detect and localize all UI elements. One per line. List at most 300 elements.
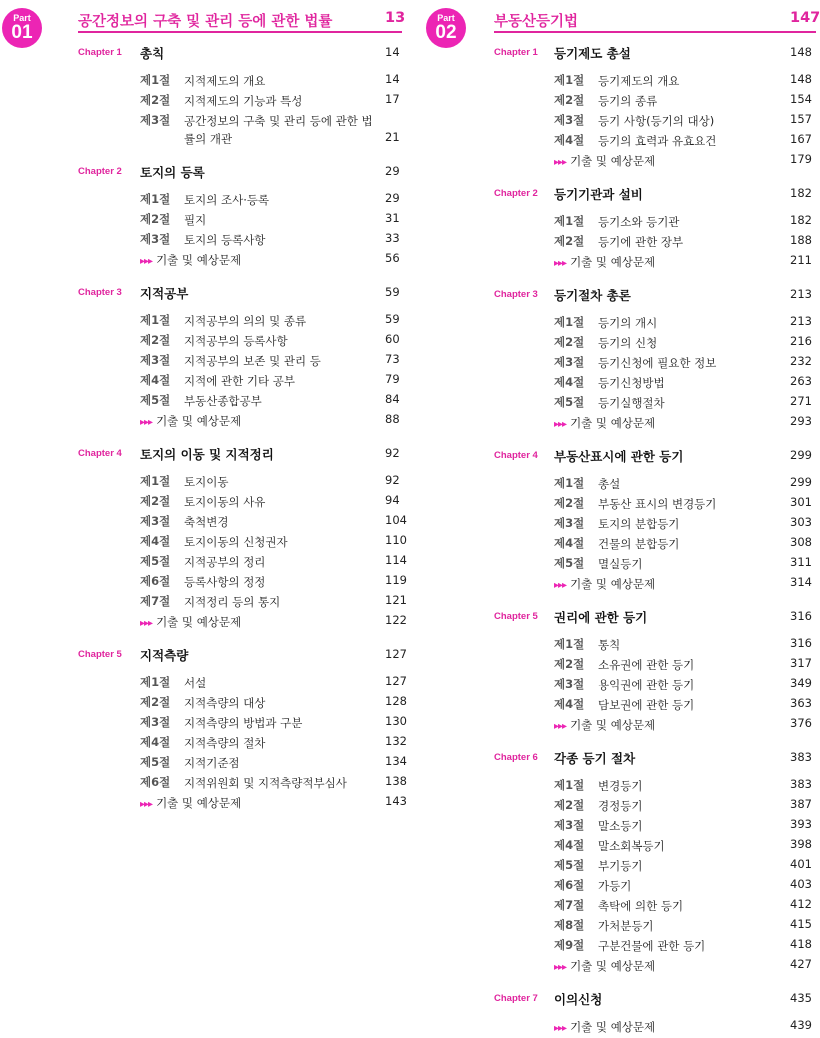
section-page-number: 84 bbox=[385, 392, 400, 406]
section-entry[interactable] bbox=[0, 773, 405, 793]
chapter-label: Chapter 5 bbox=[78, 649, 122, 660]
section-page-number: 104 bbox=[385, 513, 407, 527]
section-entry[interactable] bbox=[0, 210, 405, 230]
section-entry[interactable] bbox=[0, 512, 405, 532]
section-entry[interactable] bbox=[0, 592, 405, 612]
section-entry[interactable] bbox=[418, 936, 820, 956]
section-number: 제4절 bbox=[554, 375, 585, 389]
section-page-number: 383 bbox=[790, 777, 812, 791]
section-page-number: 154 bbox=[790, 92, 812, 106]
exercise-title bbox=[140, 412, 241, 432]
chapter-heading[interactable] bbox=[418, 44, 820, 71]
section-page-number: 88 bbox=[385, 412, 400, 426]
chapter-label: Chapter 6 bbox=[494, 752, 538, 763]
section-number: 제5절 bbox=[140, 755, 171, 769]
exercise-title bbox=[554, 152, 655, 172]
section-title: 용익권에 관한 등기 bbox=[598, 678, 695, 692]
section-entry[interactable] bbox=[418, 695, 820, 715]
section-entry[interactable] bbox=[418, 816, 820, 836]
section-number: 제1절 bbox=[554, 476, 585, 490]
section-number: 제1절 bbox=[140, 73, 171, 87]
triple-arrow-icon: ▸▸▸ bbox=[140, 618, 153, 629]
chapter-page-number: 29 bbox=[385, 164, 400, 178]
triple-arrow-icon: ▸▸▸ bbox=[554, 721, 567, 732]
section-page-number: 188 bbox=[790, 233, 812, 247]
part-header bbox=[0, 0, 405, 44]
chapter-page-number: 148 bbox=[790, 45, 812, 59]
section-number: 제1절 bbox=[140, 474, 171, 488]
exercise-title bbox=[554, 414, 655, 434]
part-badge-number: 02 bbox=[435, 22, 457, 43]
section-page-number: 121 bbox=[385, 593, 407, 607]
part-badge bbox=[2, 8, 42, 48]
section-title: 통칙 bbox=[598, 638, 621, 652]
section-title: 등기소와 등기관 bbox=[598, 215, 680, 229]
section-entry[interactable] bbox=[0, 311, 405, 331]
section-title: 등기제도의 개요 bbox=[598, 74, 680, 88]
section-page-number: 216 bbox=[790, 334, 812, 348]
section-entry[interactable] bbox=[0, 492, 405, 512]
section-title: 가등기 bbox=[598, 879, 632, 893]
chapter-page-number: 213 bbox=[790, 287, 812, 301]
section-page-number: 73 bbox=[385, 352, 400, 366]
section-page-number: 127 bbox=[385, 674, 407, 688]
section-number: 제2절 bbox=[554, 335, 585, 349]
section-title: 건물의 분합등기 bbox=[598, 537, 680, 551]
section-entry[interactable] bbox=[418, 635, 820, 655]
chapter-page-number: 383 bbox=[790, 750, 812, 764]
section-title: 지적에 관한 기타 공부 bbox=[184, 374, 295, 388]
section-title: 가처분등기 bbox=[598, 919, 654, 933]
section-entry[interactable] bbox=[0, 552, 405, 572]
section-number: 제2절 bbox=[554, 234, 585, 248]
section-page-number: 128 bbox=[385, 694, 407, 708]
chapter-title: 지적측량 bbox=[140, 648, 189, 663]
chapter-page-number: 182 bbox=[790, 186, 812, 200]
section-page-number: 119 bbox=[385, 573, 407, 587]
section-entry[interactable] bbox=[0, 391, 405, 411]
section-title: 토지이동의 신청권자 bbox=[184, 535, 288, 549]
section-number: 제2절 bbox=[140, 212, 171, 226]
section-number: 제6절 bbox=[140, 574, 171, 588]
part-divider bbox=[78, 31, 402, 33]
section-number: 제3절 bbox=[554, 818, 585, 832]
exercise-entry[interactable] bbox=[418, 413, 820, 433]
section-page-number: 79 bbox=[385, 372, 400, 386]
chapter-page-number: 59 bbox=[385, 285, 400, 299]
section-number: 제3절 bbox=[140, 232, 171, 246]
section-number: 제1절 bbox=[554, 778, 585, 792]
section-number: 제6절 bbox=[140, 775, 171, 789]
chapter-heading[interactable] bbox=[418, 608, 820, 635]
chapter-title: 각종 등기 절차 bbox=[554, 751, 636, 766]
section-page-number: 94 bbox=[385, 493, 400, 507]
section-entry[interactable] bbox=[0, 673, 405, 693]
chapter-heading[interactable] bbox=[0, 445, 405, 472]
section-number: 제2절 bbox=[140, 93, 171, 107]
triple-arrow-icon: ▸▸▸ bbox=[554, 258, 567, 269]
section-page-number: 167 bbox=[790, 132, 812, 146]
exercise-entry[interactable] bbox=[418, 252, 820, 272]
section-entry[interactable] bbox=[0, 91, 405, 111]
section-page-number: 271 bbox=[790, 394, 812, 408]
section-page-number: 303 bbox=[790, 515, 812, 529]
section-number: 제5절 bbox=[554, 395, 585, 409]
exercise-entry[interactable] bbox=[0, 250, 405, 270]
exercise-label: 기출 및 예상문제 bbox=[156, 615, 242, 629]
section-entry[interactable] bbox=[0, 693, 405, 713]
section-entry[interactable] bbox=[418, 313, 820, 333]
section-entry[interactable] bbox=[418, 373, 820, 393]
chapter-page-number: 316 bbox=[790, 609, 812, 623]
exercise-title bbox=[554, 716, 655, 736]
section-page-number: 387 bbox=[790, 797, 812, 811]
section-page-number: 92 bbox=[385, 473, 400, 487]
section-entry[interactable] bbox=[418, 71, 820, 91]
chapter-label: Chapter 7 bbox=[494, 993, 538, 1004]
chapter-label: Chapter 4 bbox=[494, 450, 538, 461]
section-page-number: 114 bbox=[385, 553, 407, 567]
section-entry[interactable] bbox=[418, 232, 820, 252]
section-title: 토지이동 bbox=[184, 475, 229, 489]
chapter-heading[interactable] bbox=[418, 447, 820, 474]
section-page-number: 31 bbox=[385, 211, 400, 225]
section-entry[interactable] bbox=[0, 532, 405, 552]
section-page-number: 179 bbox=[790, 152, 812, 166]
chapter-heading[interactable] bbox=[418, 185, 820, 212]
section-page-number: 393 bbox=[790, 817, 812, 831]
section-entry[interactable] bbox=[0, 572, 405, 592]
exercise-entry[interactable] bbox=[418, 715, 820, 735]
section-page-number: 317 bbox=[790, 656, 812, 670]
chapter-heading[interactable] bbox=[0, 44, 405, 71]
section-title: 공간정보의 구축 및 관리 등에 관한 법률의 개관 bbox=[184, 114, 373, 146]
exercise-label: 기출 및 예상문제 bbox=[156, 414, 242, 428]
section-title: 지적위원회 및 지적측량적부심사 bbox=[184, 776, 347, 790]
part-header bbox=[418, 0, 820, 44]
section-entry[interactable] bbox=[418, 876, 820, 896]
section-number: 제4절 bbox=[554, 536, 585, 550]
chapter-heading[interactable] bbox=[0, 163, 405, 190]
section-title: 서설 bbox=[184, 676, 207, 690]
triple-arrow-icon: ▸▸▸ bbox=[554, 580, 567, 591]
chapter-heading[interactable] bbox=[418, 286, 820, 313]
section-number: 제1절 bbox=[554, 73, 585, 87]
section-title: 등기에 관한 장부 bbox=[598, 235, 684, 249]
section-title: 등기실행절차 bbox=[598, 396, 665, 410]
exercise-entry[interactable] bbox=[418, 1017, 820, 1037]
section-entry[interactable] bbox=[0, 351, 405, 371]
section-number: 제3절 bbox=[140, 715, 171, 729]
section-entry[interactable] bbox=[418, 916, 820, 936]
part-1-column bbox=[0, 0, 405, 813]
section-number: 제2절 bbox=[140, 333, 171, 347]
chapter-label: Chapter 1 bbox=[494, 47, 538, 58]
section-page-number: 56 bbox=[385, 251, 400, 265]
chapter-title: 부동산표시에 관한 등기 bbox=[554, 449, 684, 464]
part-title[interactable]: 공간정보의 구축 및 관리 등에 관한 법률 bbox=[78, 14, 333, 30]
exercise-label: 기출 및 예상문제 bbox=[570, 1020, 656, 1034]
section-page-number: 122 bbox=[385, 613, 407, 627]
part-title[interactable]: 부동산등기법 bbox=[494, 14, 579, 30]
section-title: 토지의 등록사항 bbox=[184, 233, 266, 247]
section-page-number: 110 bbox=[385, 533, 407, 547]
chapter-heading[interactable] bbox=[418, 990, 820, 1017]
section-number: 제7절 bbox=[554, 898, 585, 912]
section-title: 토지의 조사·등록 bbox=[184, 193, 270, 207]
section-number: 제2절 bbox=[554, 496, 585, 510]
section-entry[interactable] bbox=[418, 655, 820, 675]
section-title: 변경등기 bbox=[598, 779, 643, 793]
section-title: 총설 bbox=[598, 477, 621, 491]
exercise-title bbox=[554, 957, 655, 977]
exercise-entry[interactable] bbox=[418, 151, 820, 171]
section-page-number: 427 bbox=[790, 957, 812, 971]
section-number: 제4절 bbox=[140, 534, 171, 548]
chapter-label: Chapter 3 bbox=[494, 289, 538, 300]
section-number: 제3절 bbox=[554, 516, 585, 530]
section-title: 등기의 효력과 유효요건 bbox=[598, 134, 717, 148]
section-entry[interactable] bbox=[418, 554, 820, 574]
part-page-number: 13 bbox=[385, 10, 406, 26]
section-page-number: 316 bbox=[790, 636, 812, 650]
section-title: 부동산 표시의 변경등기 bbox=[598, 497, 717, 511]
section-page-number: 403 bbox=[790, 877, 812, 891]
exercise-title bbox=[554, 253, 655, 273]
section-page-number: 299 bbox=[790, 475, 812, 489]
section-page-number: 363 bbox=[790, 696, 812, 710]
chapter-label: Chapter 1 bbox=[78, 47, 122, 58]
section-page-number: 398 bbox=[790, 837, 812, 851]
section-page-number: 401 bbox=[790, 857, 812, 871]
chapter-title: 이의신청 bbox=[554, 992, 603, 1007]
section-entry[interactable] bbox=[0, 733, 405, 753]
triple-arrow-icon: ▸▸▸ bbox=[554, 1023, 567, 1034]
chapter-heading[interactable] bbox=[0, 284, 405, 311]
part-badge-label: Part bbox=[437, 13, 455, 23]
section-page-number: 293 bbox=[790, 414, 812, 428]
part-page-number: 147 bbox=[790, 10, 820, 26]
section-title: 부동산종합공부 bbox=[184, 394, 262, 408]
section-title: 말소회복등기 bbox=[598, 839, 665, 853]
section-number: 제1절 bbox=[140, 675, 171, 689]
section-entry[interactable] bbox=[418, 796, 820, 816]
section-title: 등기의 신청 bbox=[598, 336, 658, 350]
section-entry[interactable] bbox=[0, 371, 405, 391]
section-page-number: 59 bbox=[385, 312, 400, 326]
section-number: 제7절 bbox=[140, 594, 171, 608]
section-title: 등기신청에 필요한 정보 bbox=[598, 356, 717, 370]
section-entry[interactable] bbox=[418, 131, 820, 151]
section-number: 제3절 bbox=[140, 113, 171, 127]
section-title: 촉탁에 의한 등기 bbox=[598, 899, 684, 913]
chapter-title: 총칙 bbox=[140, 46, 165, 61]
section-number: 제9절 bbox=[554, 938, 585, 952]
chapter-page-number: 299 bbox=[790, 448, 812, 462]
section-title: 지적측량의 방법과 구분 bbox=[184, 716, 303, 730]
section-title: 지적공부의 보존 및 관리 등 bbox=[184, 354, 321, 368]
exercise-label: 기출 및 예상문제 bbox=[570, 718, 656, 732]
section-page-number: 132 bbox=[385, 734, 407, 748]
section-number: 제1절 bbox=[140, 313, 171, 327]
part-badge-label: Part bbox=[13, 13, 31, 23]
section-number: 제1절 bbox=[554, 637, 585, 651]
section-page-number: 301 bbox=[790, 495, 812, 509]
section-number: 제4절 bbox=[140, 735, 171, 749]
part-divider bbox=[494, 31, 816, 33]
chapter-title: 등기제도 총설 bbox=[554, 46, 631, 61]
section-title: 등기신청방법 bbox=[598, 376, 665, 390]
triple-arrow-icon: ▸▸▸ bbox=[140, 417, 153, 428]
section-number: 제3절 bbox=[140, 353, 171, 367]
part-2-column bbox=[418, 0, 820, 1037]
section-number: 제3절 bbox=[554, 677, 585, 691]
section-page-number: 412 bbox=[790, 897, 812, 911]
exercise-entry[interactable] bbox=[0, 612, 405, 632]
section-number: 제2절 bbox=[140, 695, 171, 709]
section-page-number: 130 bbox=[385, 714, 407, 728]
section-entry[interactable] bbox=[418, 91, 820, 111]
section-page-number: 211 bbox=[790, 253, 812, 267]
section-title: 지적공부의 등록사항 bbox=[184, 334, 288, 348]
chapter-heading[interactable] bbox=[418, 749, 820, 776]
exercise-entry[interactable] bbox=[0, 411, 405, 431]
section-number: 제5절 bbox=[554, 858, 585, 872]
section-page-number: 314 bbox=[790, 575, 812, 589]
section-page-number: 439 bbox=[790, 1018, 812, 1032]
section-number: 제4절 bbox=[140, 373, 171, 387]
section-page-number: 213 bbox=[790, 314, 812, 328]
part-badge bbox=[426, 8, 466, 48]
section-title: 지적제도의 개요 bbox=[184, 74, 266, 88]
section-number: 제6절 bbox=[554, 878, 585, 892]
section-title: 경정등기 bbox=[598, 799, 643, 813]
section-page-number: 349 bbox=[790, 676, 812, 690]
section-entry[interactable] bbox=[418, 776, 820, 796]
exercise-label: 기출 및 예상문제 bbox=[570, 154, 656, 168]
section-entry[interactable] bbox=[418, 514, 820, 534]
section-page-number: 157 bbox=[790, 112, 812, 126]
chapter-heading[interactable] bbox=[0, 646, 405, 673]
section-title: 등기 사항(등기의 대상) bbox=[598, 114, 715, 128]
section-page-number: 21 bbox=[385, 130, 400, 144]
section-entry[interactable] bbox=[0, 190, 405, 210]
exercise-entry[interactable] bbox=[0, 793, 405, 813]
section-entry[interactable] bbox=[418, 856, 820, 876]
section-entry[interactable] bbox=[418, 836, 820, 856]
section-title: 등기의 개시 bbox=[598, 316, 658, 330]
section-number: 제4절 bbox=[554, 838, 585, 852]
section-title: 지적공부의 정리 bbox=[184, 555, 266, 569]
section-page-number: 14 bbox=[385, 72, 400, 86]
chapter-label: Chapter 2 bbox=[494, 188, 538, 199]
section-title: 지적측량의 대상 bbox=[184, 696, 266, 710]
chapter-label: Chapter 5 bbox=[494, 611, 538, 622]
section-title: 구분건물에 관한 등기 bbox=[598, 939, 706, 953]
chapter-title: 권리에 관한 등기 bbox=[554, 610, 648, 625]
section-entry[interactable] bbox=[0, 753, 405, 773]
section-entry[interactable] bbox=[418, 675, 820, 695]
section-page-number: 263 bbox=[790, 374, 812, 388]
section-number: 제5절 bbox=[140, 554, 171, 568]
exercise-entry[interactable] bbox=[418, 574, 820, 594]
chapter-title: 등기절차 총론 bbox=[554, 288, 631, 303]
exercise-label: 기출 및 예상문제 bbox=[156, 796, 242, 810]
section-page-number: 308 bbox=[790, 535, 812, 549]
section-number: 제2절 bbox=[554, 798, 585, 812]
chapter-label: Chapter 2 bbox=[78, 166, 122, 177]
section-number: 제4절 bbox=[554, 133, 585, 147]
chapter-page-number: 14 bbox=[385, 45, 400, 59]
part-badge-number: 01 bbox=[11, 22, 33, 43]
chapter-page-number: 127 bbox=[385, 647, 407, 661]
chapter-label: Chapter 4 bbox=[78, 448, 122, 459]
section-entry[interactable] bbox=[418, 474, 820, 494]
section-number: 제3절 bbox=[554, 113, 585, 127]
section-number: 제4절 bbox=[554, 697, 585, 711]
section-entry[interactable] bbox=[418, 353, 820, 373]
triple-arrow-icon: ▸▸▸ bbox=[140, 799, 153, 810]
section-entry[interactable] bbox=[0, 331, 405, 351]
section-title: 토지이동의 사유 bbox=[184, 495, 266, 509]
section-entry[interactable] bbox=[418, 393, 820, 413]
section-entry[interactable] bbox=[418, 333, 820, 353]
section-title: 지적공부의 의의 및 종류 bbox=[184, 314, 307, 328]
section-entry[interactable] bbox=[418, 896, 820, 916]
section-page-number: 33 bbox=[385, 231, 400, 245]
exercise-entry[interactable] bbox=[418, 956, 820, 976]
exercise-label: 기출 및 예상문제 bbox=[570, 255, 656, 269]
exercise-label: 기출 및 예상문제 bbox=[570, 959, 656, 973]
triple-arrow-icon: ▸▸▸ bbox=[140, 256, 153, 267]
section-entry[interactable] bbox=[0, 472, 405, 492]
section-page-number: 143 bbox=[385, 794, 407, 808]
triple-arrow-icon: ▸▸▸ bbox=[554, 962, 567, 973]
section-page-number: 29 bbox=[385, 191, 400, 205]
section-number: 제1절 bbox=[140, 192, 171, 206]
exercise-label: 기출 및 예상문제 bbox=[570, 577, 656, 591]
section-entry[interactable] bbox=[418, 111, 820, 131]
section-page-number: 134 bbox=[385, 754, 407, 768]
section-page-number: 415 bbox=[790, 917, 812, 931]
section-entry[interactable] bbox=[0, 111, 405, 149]
chapter-title: 토지의 등록 bbox=[140, 165, 205, 180]
section-number: 제5절 bbox=[140, 393, 171, 407]
section-title: 지적측량의 절차 bbox=[184, 736, 266, 750]
exercise-title bbox=[554, 575, 655, 595]
section-page-number: 418 bbox=[790, 937, 812, 951]
section-entry[interactable] bbox=[418, 534, 820, 554]
section-page-number: 232 bbox=[790, 354, 812, 368]
section-title: 지적정리 등의 통지 bbox=[184, 595, 281, 609]
exercise-title bbox=[140, 613, 241, 633]
section-entry[interactable] bbox=[0, 230, 405, 250]
section-number: 제2절 bbox=[554, 93, 585, 107]
section-number: 제3절 bbox=[554, 355, 585, 369]
exercise-label: 기출 및 예상문제 bbox=[570, 416, 656, 430]
section-entry[interactable] bbox=[0, 713, 405, 733]
section-entry[interactable] bbox=[418, 212, 820, 232]
section-page-number: 60 bbox=[385, 332, 400, 346]
section-page-number: 311 bbox=[790, 555, 812, 569]
section-entry[interactable] bbox=[418, 494, 820, 514]
section-title: 소유권에 관한 등기 bbox=[598, 658, 695, 672]
chapter-title: 토지의 이동 및 지적정리 bbox=[140, 447, 274, 462]
section-page-number: 148 bbox=[790, 72, 812, 86]
section-title: 토지의 분합등기 bbox=[598, 517, 680, 531]
section-number: 제3절 bbox=[140, 514, 171, 528]
section-entry[interactable] bbox=[0, 71, 405, 91]
